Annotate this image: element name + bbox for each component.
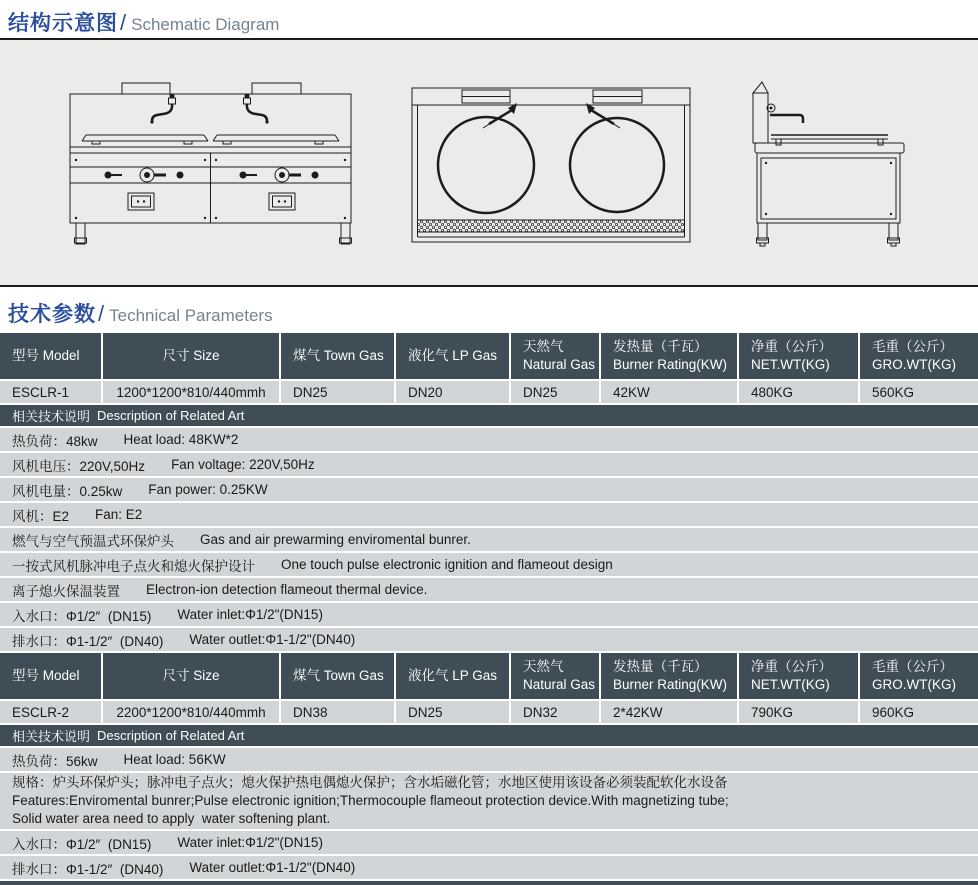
spec-features-en-line1: Features:Enviromental bunrer;Pulse electronic ignition;Thermocouple flameout protection device.With magnetizing tube; <box>12 793 729 808</box>
spec-heat-load-2: 热负荷：56kw Heat load: 56KW <box>0 748 978 771</box>
spec-water-outlet-2: 排水口：Φ1-1/2″ (DN40) Water outlet:Φ1-1/2"(DN40) <box>0 856 978 879</box>
model1-lp-gas: DN20 <box>396 381 509 403</box>
title-slash: / <box>98 301 105 326</box>
header-net-weight: 净重（公斤） NET.WT(KG) <box>739 653 858 699</box>
parameters-title-en: Technical Parameters <box>109 306 273 325</box>
header-burner-rating: 发热量（千瓦） Burner Rating(KW) <box>601 653 737 699</box>
spec-water-inlet-1: 入水口：Φ1/2″ (DN15) Water inlet:Φ1/2"(DN15) <box>0 603 978 626</box>
header-model: 型号 Model <box>0 333 101 379</box>
header-gross-weight: 毛重（公斤） GRO.WT(KG) <box>860 333 978 379</box>
parameters-table-2 <box>0 653 978 723</box>
schematic-title <box>0 0 978 38</box>
model1-town-gas: DN25 <box>281 381 394 403</box>
header-natural-gas: 天然气 Natural Gas <box>511 653 599 699</box>
model2-burner-rating: 2*42KW <box>601 701 737 723</box>
model2-model: ESCLR-2 <box>0 701 101 723</box>
model1-natural-gas: DN25 <box>511 381 599 403</box>
parameters-table-1 <box>0 333 978 403</box>
header-lp-gas: 液化气 LP Gas <box>396 333 509 379</box>
spec-features <box>0 773 978 829</box>
spec-fan: 风机：E2 Fan: E2 <box>0 503 978 526</box>
spec-features-zh: 规格：炉头环保炉头；脉冲电子点火；熄火保护热电偶熄火保护；含水垢磁化管；水地区使用该设备必须装配软化水设备 <box>12 775 728 790</box>
spec-fan-power: 风机电量：0.25kw Fan power: 0.25KW <box>0 478 978 501</box>
model2-lp-gas: DN25 <box>396 701 509 723</box>
schematic-drawing <box>0 40 978 285</box>
model2-town-gas: DN38 <box>281 701 394 723</box>
schematic-title-zh: 结构示意图 <box>8 12 118 35</box>
related-art-header-2: 相关技术说明 Description of Related Art <box>0 725 978 746</box>
header-lp-gas: 液化气 LP Gas <box>396 653 509 699</box>
parameters-title <box>0 287 978 333</box>
spec-flameout-device: 离子熄火保温装置 Electron-ion detection flameout thermal device. <box>0 578 978 601</box>
top-view <box>412 88 690 242</box>
related-art-header-1: 相关技术说明 Description of Related Art <box>0 405 978 426</box>
model2-size: 2200*1200*810/440mmh <box>103 701 279 723</box>
spec-features-en-line2: Solid water area need to apply water softening plant. <box>12 811 331 826</box>
header-net-weight: 净重（公斤） NET.WT(KG) <box>739 333 858 379</box>
header-natural-gas: 天然气 Natural Gas <box>511 333 599 379</box>
model2-gross-weight: 960KG <box>860 701 978 723</box>
side-view <box>753 82 904 246</box>
spec-fan-voltage: 风机电压：220V,50Hz Fan voltage: 220V,50Hz <box>0 453 978 476</box>
header-town-gas: 煤气 Town Gas <box>281 653 394 699</box>
title-slash: / <box>120 10 127 35</box>
spec-water-outlet-1: 排水口：Φ1-1/2″ (DN40) Water outlet:Φ1-1/2"(DN40) <box>0 628 978 651</box>
header-burner-rating: 发热量（千瓦） Burner Rating(KW) <box>601 333 737 379</box>
model2-natural-gas: DN32 <box>511 701 599 723</box>
model1-size: 1200*1200*810/440mmh <box>103 381 279 403</box>
header-size: 尺寸 Size <box>103 333 279 379</box>
schematic-diagram <box>0 40 978 285</box>
front-view <box>70 83 352 244</box>
model1-net-weight: 480KG <box>739 381 858 403</box>
schematic-title-en: Schematic Diagram <box>131 15 280 34</box>
parameters-title-zh: 技术参数 <box>8 303 96 326</box>
spec-burner: 燃气与空气预温式环保炉头 Gas and air prewarming enviromental bunrer. <box>0 528 978 551</box>
header-size: 尺寸 Size <box>103 653 279 699</box>
spec-heat-load-1: 热负荷：48kw Heat load: 48KW*2 <box>0 428 978 451</box>
model1-model: ESCLR-1 <box>0 381 101 403</box>
model1-gross-weight: 560KG <box>860 381 978 403</box>
model1-burner-rating: 42KW <box>601 381 737 403</box>
spec-ignition: 一按式风机脉冲电子点火和熄火保护设计 One touch pulse electronic ignition and flameout design <box>0 553 978 576</box>
header-model: 型号 Model <box>0 653 101 699</box>
model2-net-weight: 790KG <box>739 701 858 723</box>
header-gross-weight: 毛重（公斤） GRO.WT(KG) <box>860 653 978 699</box>
spec-water-inlet-2: 入水口：Φ1/2″ (DN15) Water inlet:Φ1/2"(DN15) <box>0 831 978 854</box>
header-town-gas: 煤气 Town Gas <box>281 333 394 379</box>
